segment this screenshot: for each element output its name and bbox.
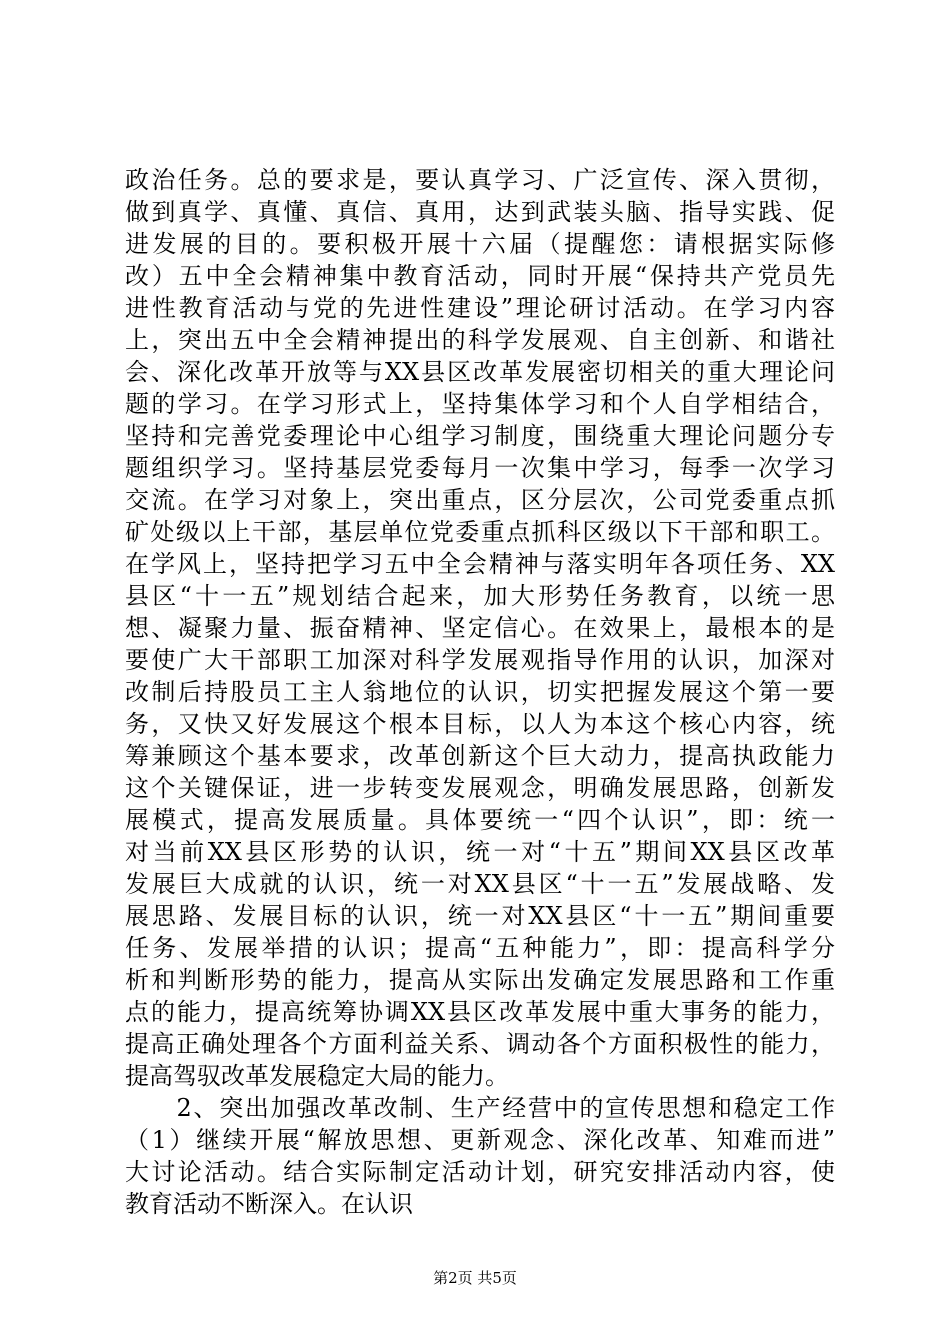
text-line: 做到真学、真懂、真信、真用，达到武装头脑、指导实践、促 <box>125 198 835 226</box>
text-line: （1）继续开展“解放思想、更新观念、深化改革、知难而进” <box>125 1126 835 1154</box>
text-line: 对当前XX县区形势的认识，统一对“十五”期间XX县区改革 <box>125 838 835 866</box>
page-footer <box>0 1268 950 1288</box>
text-line: 发展巨大成就的认识，统一对XX县区“十一五”发展战略、发 <box>125 870 835 898</box>
text-line: 大讨论活动。结合实际制定活动计划，研究安排活动内容，使 <box>125 1158 835 1186</box>
text-line: 这个关键保证，进一步转变发展观念，明确发展思路，创新发 <box>125 774 835 802</box>
text-line: 进发展的目的。要积极开展十六届（提醒您：请根据实际修 <box>125 230 835 258</box>
text-line: 想、凝聚力量、振奋精神、坚定信心。在效果上，最根本的是 <box>125 614 835 642</box>
page-number: 第2页 共5页 <box>433 1269 517 1287</box>
text-line: 矿处级以上干部，基层单位党委重点抓科区级以下干部和职工。 <box>125 518 835 546</box>
text-line: 任务、发展举措的认识；提高“五种能力”，即：提高科学分 <box>125 934 835 962</box>
text-line: 政治任务。总的要求是，要认真学习、广泛宣传、深入贯彻， <box>125 166 835 194</box>
text-line: 要使广大干部职工加深对科学发展观指导作用的认识，加深对 <box>125 646 835 674</box>
text-line: 改）五中全会精神集中教育活动，同时开展“保持共产党员先 <box>125 262 835 290</box>
text-line: 析和判断形势的能力，提高从实际出发确定发展思路和工作重 <box>125 966 835 994</box>
text-line: 在学风上，坚持把学习五中全会精神与落实明年各项任务、XX <box>125 550 835 578</box>
text-line: 筹兼顾这个基本要求，改革创新这个巨大动力，提高执政能力 <box>125 742 835 770</box>
text-line: 务，又快又好发展这个根本目标，以人为本这个核心内容，统 <box>125 710 835 738</box>
text-line: 会、深化改革开放等与XX县区改革发展密切相关的重大理论问 <box>125 358 835 386</box>
text-line: 进性教育活动与党的先进性建设”理论研讨活动。在学习内容 <box>125 294 835 322</box>
text-line: 提高正确处理各个方面利益关系、调动各个方面积极性的能力， <box>125 1030 835 1058</box>
body-text <box>125 164 835 1220</box>
text-line: 点的能力，提高统筹协调XX县区改革发展中重大事务的能力， <box>125 998 835 1026</box>
text-line: 上，突出五中全会精神提出的科学发展观、自主创新、和谐社 <box>125 326 835 354</box>
text-line: 展思路、发展目标的认识，统一对XX县区“十一五”期间重要 <box>125 902 835 930</box>
text-line: 题的学习。在学习形式上，坚持集体学习和个人自学相结合， <box>125 390 835 418</box>
text-line: 提高驾驭改革发展稳定大局的能力。 <box>125 1062 509 1090</box>
text-line: 县区“十一五”规划结合起来，加大形势任务教育，以统一思 <box>125 582 835 610</box>
text-line: 展模式，提高发展质量。具体要统一“四个认识”，即：统一 <box>125 806 835 834</box>
text-line: 交流。在学习对象上，突出重点，区分层次，公司党委重点抓 <box>125 486 835 514</box>
text-line: 改制后持股员工主人翁地位的认识，切实把握发展这个第一要 <box>125 678 835 706</box>
text-line: 题组织学习。坚持基层党委每月一次集中学习，每季一次学习 <box>125 454 835 482</box>
text-line: 坚持和完善党委理论中心组学习制度，围绕重大理论问题分专 <box>125 422 835 450</box>
text-line: 教育活动不断深入。在认识 <box>125 1190 413 1218</box>
text-line: 2、突出加强改革改制、生产经营中的宣传思想和稳定工作 <box>125 1094 835 1122</box>
